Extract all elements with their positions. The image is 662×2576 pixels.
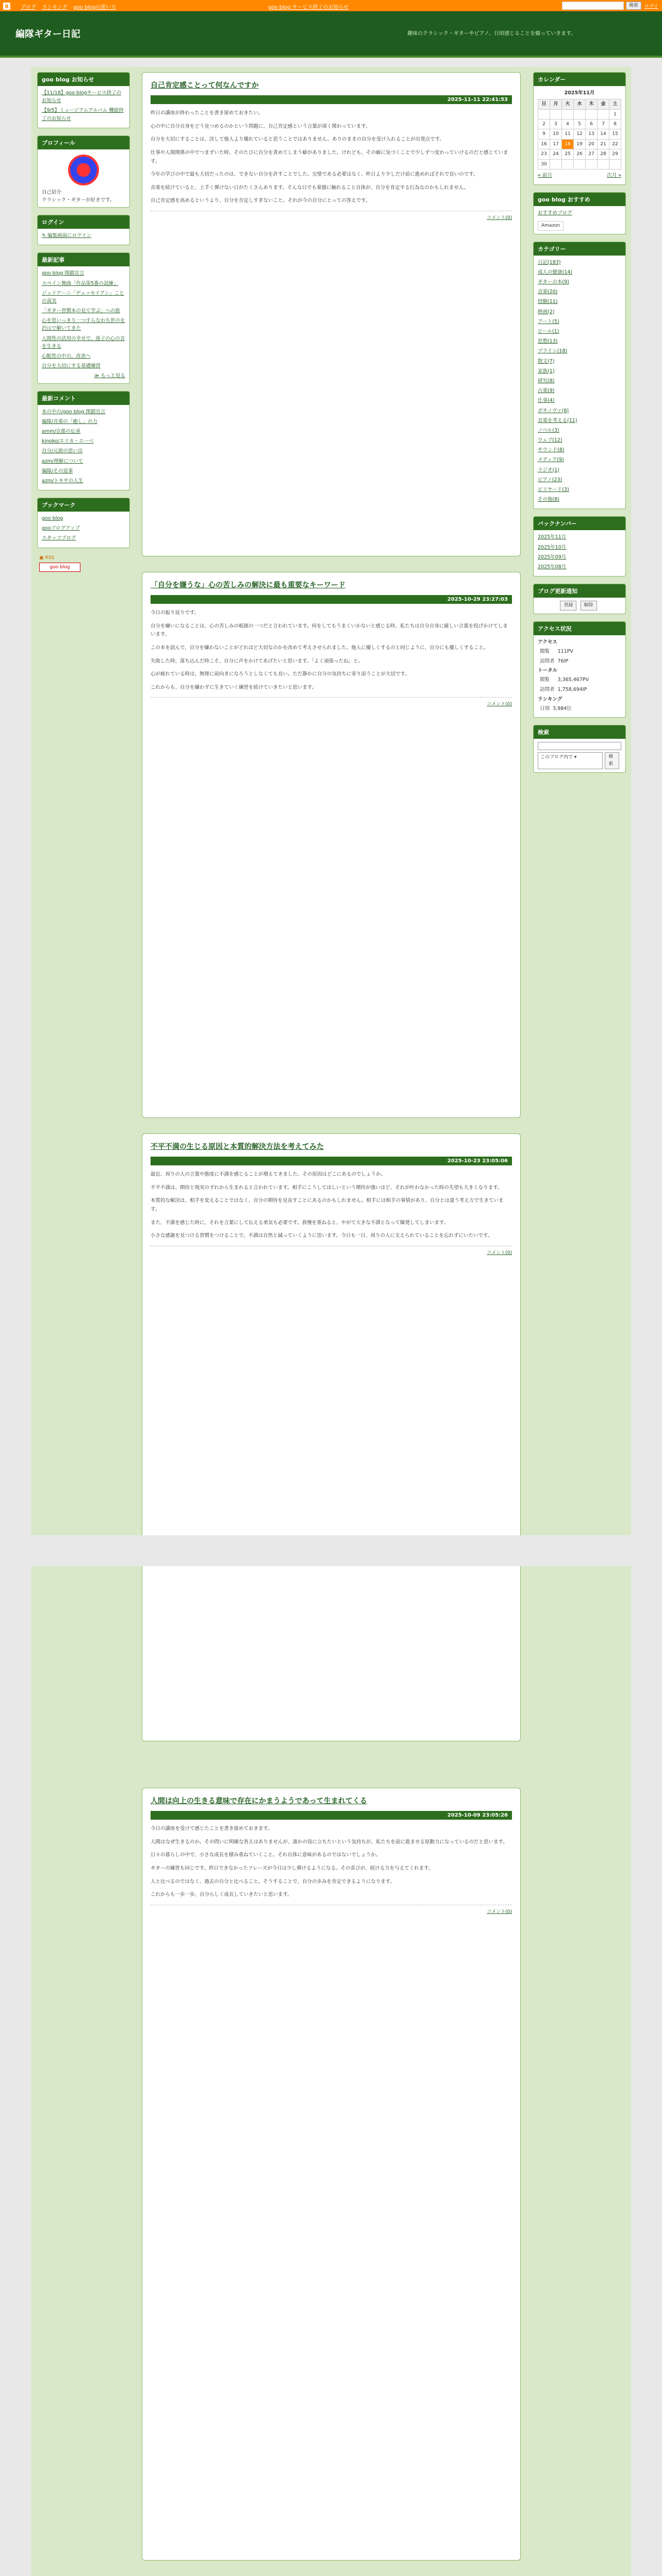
post-paragraph: 仕事や人間関係の中でつまずいた時、そのたびに自分を責めてしまう癖がありました。けれども、その癖に気づくことで少しずつ変わっていけるのだと感じています。 xyxy=(151,149,508,164)
blog-post xyxy=(142,72,521,556)
weekday: 土 xyxy=(609,99,621,109)
post-comment-link[interactable]: コメント(0) xyxy=(151,211,512,221)
post-paragraph: ギターの練習も同じです。昨日できなかったフレーズが今日は少し弾けるようになる。その喜びが、続ける力を与えてくれます。 xyxy=(151,1865,434,1871)
backnumber-item[interactable]: 2025年08月 xyxy=(538,564,567,570)
calendar-day[interactable]: 13 xyxy=(586,129,598,139)
post-paragraph: 不平不満は、期待と現実のずれから生まれると言われています。相手にこうしてほしいという期待が強いほど、それが叶わなかった時の失望も大きくなります。 xyxy=(151,1184,503,1191)
post-paragraph: 人と比べるのではなく、過去の自分と比べること。そうすることで、自分の歩みを肯定できるようになります。 xyxy=(151,1878,395,1885)
calendar-day[interactable]: 10 xyxy=(550,129,562,139)
category-item[interactable]: プライン(18) xyxy=(538,348,568,354)
amazon-badge-label: Amazon xyxy=(541,223,560,229)
calendar-day[interactable]: 12 xyxy=(574,129,586,139)
category-item[interactable]: 古楽(9) xyxy=(538,388,555,394)
subscribe-button[interactable]: 登録 xyxy=(560,601,576,610)
post-paragraph: 自己肯定感を高めるというより、自分を否定しすぎないこと。それが今の自分にとっての答えです。 xyxy=(151,198,371,204)
post-paragraph: 最近、周りの人の言葉や態度に不満を感じることが増えてきました。その原因はどこにあるのでしょうか。 xyxy=(151,1172,386,1177)
category-item[interactable]: ウェブ(12) xyxy=(538,437,562,444)
nav-howto[interactable]: goo blogの使い方 xyxy=(73,5,117,10)
category-item[interactable]: ボサノヴァ(8) xyxy=(538,408,569,414)
top-bar xyxy=(0,0,662,11)
category-item[interactable]: 経験(11) xyxy=(538,299,558,305)
calendar-day[interactable]: 15 xyxy=(609,129,621,139)
page-break xyxy=(0,1535,662,1566)
recent-post-item[interactable]: 人間性の活用の幸せで、迷子の心の音を生きる xyxy=(42,335,125,349)
login-box xyxy=(37,215,130,245)
post-paragraph: 日々の暮らしの中で、小さな成長を積み重ねていくこと。それ自体に意味があるのではないでしょうか。 xyxy=(151,1852,381,1858)
calendar-day xyxy=(586,159,598,169)
calendar-day xyxy=(574,109,586,119)
post-list xyxy=(142,72,521,2576)
unsubscribe-button[interactable]: 解除 xyxy=(581,601,597,610)
access-label: 訪問者 xyxy=(540,687,555,693)
weekday: 月 xyxy=(550,99,562,109)
category-item[interactable]: 日記(183) xyxy=(538,259,561,265)
blog-post xyxy=(142,1788,521,2561)
post-body xyxy=(151,1825,512,1900)
recent-comment-item[interactable]: azm/理解について xyxy=(42,458,84,464)
bookmark-box xyxy=(37,498,130,548)
bookmark-item[interactable]: スタッフブログ xyxy=(42,535,76,541)
profile-text: クラシック・ギターが好きです。 xyxy=(42,197,115,203)
calendar-day[interactable]: 3 xyxy=(550,119,562,129)
subscribe-box xyxy=(533,584,626,614)
blog-title[interactable]: 編隊ギター日記 xyxy=(15,29,80,40)
recent-posts-title: 最新記事 xyxy=(38,253,129,266)
calendar-day xyxy=(598,159,609,169)
top-nav xyxy=(21,3,120,10)
access-table xyxy=(538,674,591,695)
category-item[interactable]: メディア(9) xyxy=(538,457,564,463)
calendar-day[interactable]: 24 xyxy=(550,149,562,159)
access-table xyxy=(538,646,575,667)
recent-post-item[interactable]: goo blog 閉鎖宣言 xyxy=(42,270,85,277)
recent-comments-title: 最新コメント xyxy=(38,392,129,405)
calendar-day[interactable]: 26 xyxy=(574,149,586,159)
weekday: 木 xyxy=(586,99,598,109)
access-table xyxy=(538,703,574,714)
post-paragraph: 人間はなぜ生きるのか。その問いに明確な答えはありませんが、誰かの役に立ちたいという気持ちが、私たちを前に進ませる原動力になっているのだと思います。 xyxy=(151,1839,508,1845)
rss-label: RSS xyxy=(45,555,55,561)
calendar-day xyxy=(586,109,598,119)
post-title[interactable]: 自己肯定感ことって何なんですか xyxy=(151,81,259,90)
access-label: 訪問者 xyxy=(540,658,555,664)
backnumber-item[interactable]: 2025年10月 xyxy=(538,544,567,550)
post-paragraph: 心の中に自分自身をどう見つめるのかという問題に、自己肯定感という言葉が深く関わっています。 xyxy=(151,123,371,129)
calendar-day[interactable]: 6 xyxy=(586,119,598,129)
weekday: 金 xyxy=(598,99,609,109)
rss-link[interactable] xyxy=(39,555,130,561)
chevron-down-icon: ▾ xyxy=(574,755,577,760)
post-body xyxy=(151,609,512,692)
category-item[interactable]: 散文(7) xyxy=(538,358,555,364)
access-head: ランキング xyxy=(538,696,562,702)
access-label: 閲覧 xyxy=(540,677,550,683)
calendar-day xyxy=(598,109,609,119)
blog-search-input[interactable] xyxy=(538,742,621,750)
recommend-box xyxy=(533,192,626,234)
calendar-day[interactable]: 9 xyxy=(538,129,550,139)
post-title[interactable]: 「自分を嫌うな」心の苦しみの解決に最も重要なキーワード xyxy=(151,581,345,589)
calendar-title: カレンダー xyxy=(534,73,625,86)
nav-blog[interactable]: ブログ xyxy=(21,5,36,10)
calendar-day[interactable]: 11 xyxy=(562,129,574,139)
backnumber-title: バックナンバー xyxy=(534,517,625,530)
weekday: 火 xyxy=(562,99,574,109)
blog-search-button[interactable]: 検索 xyxy=(605,752,619,769)
category-item[interactable]: 成人の健康(14) xyxy=(538,269,573,275)
post-comment-link[interactable]: コメント(0) xyxy=(151,697,512,707)
recent-comments-box xyxy=(37,391,130,491)
more-posts-link[interactable]: ≫ もっと見る xyxy=(94,373,125,379)
calendar-day[interactable]: 27 xyxy=(586,149,598,159)
calendar-day[interactable]: 30 xyxy=(538,159,550,169)
calendar-day xyxy=(550,159,562,169)
goo-blog-badge-label: goo blog xyxy=(49,564,70,570)
goo-logo-icon: g xyxy=(3,3,10,10)
calendar-day xyxy=(562,109,574,119)
post-comment-link[interactable]: コメント(0) xyxy=(151,1246,512,1256)
avatar[interactable] xyxy=(68,155,99,185)
post-date: 2025-10-09 23:05:26 xyxy=(151,1811,512,1820)
post-paragraph: 今日の振り返りです。 xyxy=(151,610,200,616)
calendar-day xyxy=(609,159,621,169)
post-paragraph: 本質的な解決は、相手を変えることではなく、自分の期待を見直すことにあるのかもしれません。相手には相手の事情があり、自分とは違う考え方で生きています。 xyxy=(151,1198,504,1212)
post-date: 2025-11-11 22:41:53 xyxy=(151,95,512,104)
blog-post xyxy=(142,572,521,1118)
calendar-day[interactable]: 1 xyxy=(609,109,621,119)
recent-comment-item[interactable]: azm/トキサの人生 xyxy=(42,478,84,484)
calendar-day[interactable]: 8 xyxy=(609,119,621,129)
category-item[interactable]: ビリヤード(3) xyxy=(538,487,569,493)
category-item[interactable]: 思想(13) xyxy=(538,338,558,345)
calendar-day[interactable]: 5 xyxy=(574,119,586,129)
calendar-day[interactable]: 7 xyxy=(598,119,609,129)
subscribe-title: ブログ更新通知 xyxy=(534,584,625,598)
right-sidebar xyxy=(533,72,626,780)
post-title[interactable]: 不平不満の生じる原因と本質的解決方法を考えてみた xyxy=(151,1143,324,1151)
recent-post-item[interactable]: ジュリアーニ「デュッセイアン」ことの真実 xyxy=(42,290,124,304)
edit-login-label: 編集画面にログイン xyxy=(47,233,92,239)
category-box xyxy=(533,242,626,510)
notice-item[interactable]: 【11/18】goo blogサービス終了のお知らせ xyxy=(42,90,122,104)
search-title: 検索 xyxy=(534,725,625,739)
category-item[interactable]: サウンド(8) xyxy=(538,447,565,453)
access-label: 日別 xyxy=(540,705,550,711)
calendar-day[interactable]: 23 xyxy=(538,149,550,159)
calendar-day xyxy=(562,159,574,169)
category-item[interactable]: ギターの本(9) xyxy=(538,279,569,285)
notice-box xyxy=(37,72,130,128)
post-paragraph: 音楽を続けていると、上手く弾けない日がたくさんあります。そんな日でも楽器に触れること自体が、自分を肯定する行為なのかもしれません。 xyxy=(151,184,469,191)
calendar-prev[interactable]: « 前月 xyxy=(538,172,552,178)
post-paragraph: この本を読んで、自分を嫌わないことがどれほど大切なのかを改めて考えさせられました。他人に優しくするのと同じように、自分にも優しくすること。 xyxy=(151,645,489,651)
access-value: 111PV xyxy=(557,648,573,654)
post-paragraph: 今日の講座を受けて感じたことを書き留めておきます。 xyxy=(151,1826,273,1832)
recent-post-item[interactable]: 心を思いっきり一つすらなわち世のを沢山で解いてきた xyxy=(42,318,125,332)
notice-item[interactable]: 【9/5】ミュージアムアルバム 機能終了のお知らせ xyxy=(42,108,124,122)
recent-post-item[interactable]: 心配性の中の、改善へ xyxy=(42,353,91,359)
post-paragraph: また、不満を感じた時に、それを言葉にして伝える勇気も必要です。我慢を重ねると、やがて大きな不満となって爆発してしまいます。 xyxy=(151,1219,449,1226)
top-search-button[interactable]: 検索 xyxy=(626,2,641,10)
post-paragraph: 自分を大切にすることは、決して他人より優れていると思うことではありません。ありのままの自分を受け入れることが出発点です。 xyxy=(151,137,444,143)
recent-comment-item[interactable]: amm/京都の伝承 xyxy=(42,428,81,434)
blog-header xyxy=(0,11,662,58)
recent-post-item[interactable]: スペイン舞曲「作品第5番の試練」 xyxy=(42,280,119,286)
category-item[interactable]: ピアノ(23) xyxy=(538,477,562,483)
post-paragraph: 失敗した時、落ち込んだ時こそ、自分に声をかけてあげたいと思います。「よく頑張ったね」と。 xyxy=(151,658,363,664)
left-sidebar xyxy=(37,72,130,572)
calendar-day[interactable]: 21 xyxy=(598,139,609,149)
search-box xyxy=(533,725,626,773)
category-item[interactable]: 音楽を考える(11) xyxy=(538,417,577,423)
post-paragraph: これからも、自分を嫌わずに生きていく練習を続けていきたいと思います。 xyxy=(151,684,317,690)
category-item[interactable]: 映画(2) xyxy=(538,309,555,315)
calendar-day[interactable]: 4 xyxy=(562,119,574,129)
goo-logo[interactable] xyxy=(3,2,12,10)
recent-comment-item[interactable]: 編隊/音楽の「癒し」の力 xyxy=(42,418,97,425)
rss-icon: ▣ xyxy=(39,555,45,561)
calendar-day[interactable]: 2 xyxy=(538,119,550,129)
access-title: アクセス状況 xyxy=(534,622,625,635)
search-scope-label: このブログ内で xyxy=(540,755,573,760)
access-box xyxy=(533,621,626,718)
access-label: 閲覧 xyxy=(540,648,550,654)
calendar-day[interactable]: 17 xyxy=(550,139,562,149)
top-search-input[interactable] xyxy=(562,2,624,10)
weekday: 日 xyxy=(538,99,550,109)
backnumber-item[interactable]: 2025年09月 xyxy=(538,554,567,560)
post-body xyxy=(151,1171,512,1241)
post-title[interactable]: 人間は向上の生きる意味で存在にかまうようであって生まれてくる xyxy=(151,1797,367,1805)
post-body xyxy=(151,109,512,206)
post-paragraph: 今年の学びの中で最も大切だったのは、できない自分を許すことでした。完璧である必要はなく、昨日より少しだけ前に進めればそれで良いのです。 xyxy=(151,172,478,178)
category-item[interactable]: ラジオ(1) xyxy=(538,467,559,473)
category-item[interactable]: 仕事(4) xyxy=(538,398,555,404)
category-item[interactable]: 研究(8) xyxy=(538,378,555,384)
category-item[interactable]: ノベル(3) xyxy=(538,427,559,433)
post-paragraph: 心が疲れている時は、無理に前向きになろうとしなくても良い。ただ静かに自分の気持ちに寄り添うことが大切です。 xyxy=(151,671,410,677)
login-title: ログイン xyxy=(38,215,129,229)
access-value: 3,365,467PV xyxy=(557,677,589,683)
backnumber-box xyxy=(533,516,626,577)
top-login-link[interactable]: ログイ xyxy=(644,4,658,9)
recent-comment-item[interactable]: 編隊/その返事 xyxy=(42,468,73,474)
post-paragraph: 昨日の講座が終わったことを書き留めておきたい。 xyxy=(151,110,263,116)
calendar-month: 2025年11月 xyxy=(564,90,595,96)
bookmark-item[interactable]: gooブログアップ xyxy=(42,526,80,532)
weekday: 水 xyxy=(574,99,586,109)
calendar-day[interactable]: 25 xyxy=(562,149,574,159)
service-end-link[interactable]: goo blog サービス終了のお知らせ xyxy=(268,5,349,10)
recent-comment-item[interactable]: 自分/元彼の思い出 xyxy=(42,448,83,454)
access-value: 1,758,694IP xyxy=(557,687,587,693)
category-title: カテゴリー xyxy=(534,242,625,256)
access-value: 76IP xyxy=(557,658,569,664)
calendar-day[interactable]: 22 xyxy=(609,139,621,149)
recommend-item[interactable]: おすすめブログ xyxy=(538,210,572,216)
blog-description: 趣味のクラシック・ギターやピアノ、日頃感じることを綴っていきます。 xyxy=(407,31,576,37)
calendar-day[interactable]: 29 xyxy=(609,149,621,159)
calendar-day[interactable]: 14 xyxy=(598,129,609,139)
profile-title: プロフィール xyxy=(38,136,129,149)
category-item[interactable]: 家族(1) xyxy=(538,368,555,374)
backnumber-item[interactable]: 2025年11月 xyxy=(538,534,567,540)
notice-title: goo blog お知らせ xyxy=(38,73,129,86)
recent-post-item[interactable]: 自分を大切にする基礎練習 xyxy=(42,363,101,369)
blog-post xyxy=(142,1133,521,1741)
category-item[interactable]: アート(5) xyxy=(538,318,559,325)
recommend-title: goo blog おすすめ xyxy=(534,193,625,206)
recent-post-item[interactable]: 「ギター習慣本の見て学ぶ」への旅 xyxy=(42,308,120,314)
calendar-day-today[interactable]: 18 xyxy=(562,139,574,149)
category-item[interactable]: ビール(1) xyxy=(538,329,559,334)
access-head: トータル xyxy=(538,668,558,674)
category-item[interactable]: 音楽(20) xyxy=(538,289,558,295)
post-paragraph: 自分を嫌いになることは、心の苦しみの根源の一つだと言われています。何をしてもうまくいかないと感じる時、私たちは自分自身に厳しい言葉を投げかけてしまいます。 xyxy=(151,623,508,638)
calendar-day xyxy=(538,109,550,119)
goo-blog-badge[interactable] xyxy=(39,563,80,572)
post-paragraph: 小さな感謝を見つける習慣をつけることで、不満は自然と減っていくように思います。今日も一日、周りの人に支えられていることを忘れずにいたいです。 xyxy=(151,1233,493,1239)
calendar-day[interactable]: 28 xyxy=(598,149,609,159)
category-item[interactable]: その他(8) xyxy=(538,497,559,503)
calendar-day[interactable]: 19 xyxy=(574,139,586,149)
calendar-box xyxy=(533,72,626,185)
access-value: 3,984位 xyxy=(553,705,572,711)
recent-comment-item[interactable]: kinoko/エリカ・エーベ xyxy=(42,438,94,445)
calendar-next[interactable]: 次月 » xyxy=(607,172,621,178)
profile-box xyxy=(37,135,130,208)
recent-posts-box xyxy=(37,252,130,383)
pencil-icon: ✎ xyxy=(42,233,47,239)
calendar-day[interactable]: 20 xyxy=(586,139,598,149)
nav-ranking[interactable]: ランキング xyxy=(42,5,68,10)
access-head: アクセス xyxy=(538,639,557,645)
edit-login-link[interactable] xyxy=(42,232,125,240)
profile-name: 自己紹介 xyxy=(42,189,62,195)
search-scope-select[interactable] xyxy=(538,752,603,769)
calendar-day xyxy=(574,159,586,169)
post-date: 2025-10-29 23:27:03 xyxy=(151,595,512,604)
bookmark-title: ブックマーク xyxy=(38,498,129,512)
calendar-table xyxy=(538,99,621,170)
post-comment-link[interactable]: コメント(0) xyxy=(151,1905,512,1914)
amazon-badge[interactable] xyxy=(538,221,564,230)
calendar-day xyxy=(550,109,562,119)
post-paragraph: これからも一歩一歩、自分らしく成長していきたいと思います。 xyxy=(151,1892,292,1898)
bookmark-item[interactable]: goo blog xyxy=(42,516,63,522)
recent-comment-item[interactable]: 本の中の/goo blog 閉鎖宣言 xyxy=(42,409,106,415)
post-date: 2025-10-23 23:05:06 xyxy=(151,1157,512,1165)
calendar-day[interactable]: 16 xyxy=(538,139,550,149)
